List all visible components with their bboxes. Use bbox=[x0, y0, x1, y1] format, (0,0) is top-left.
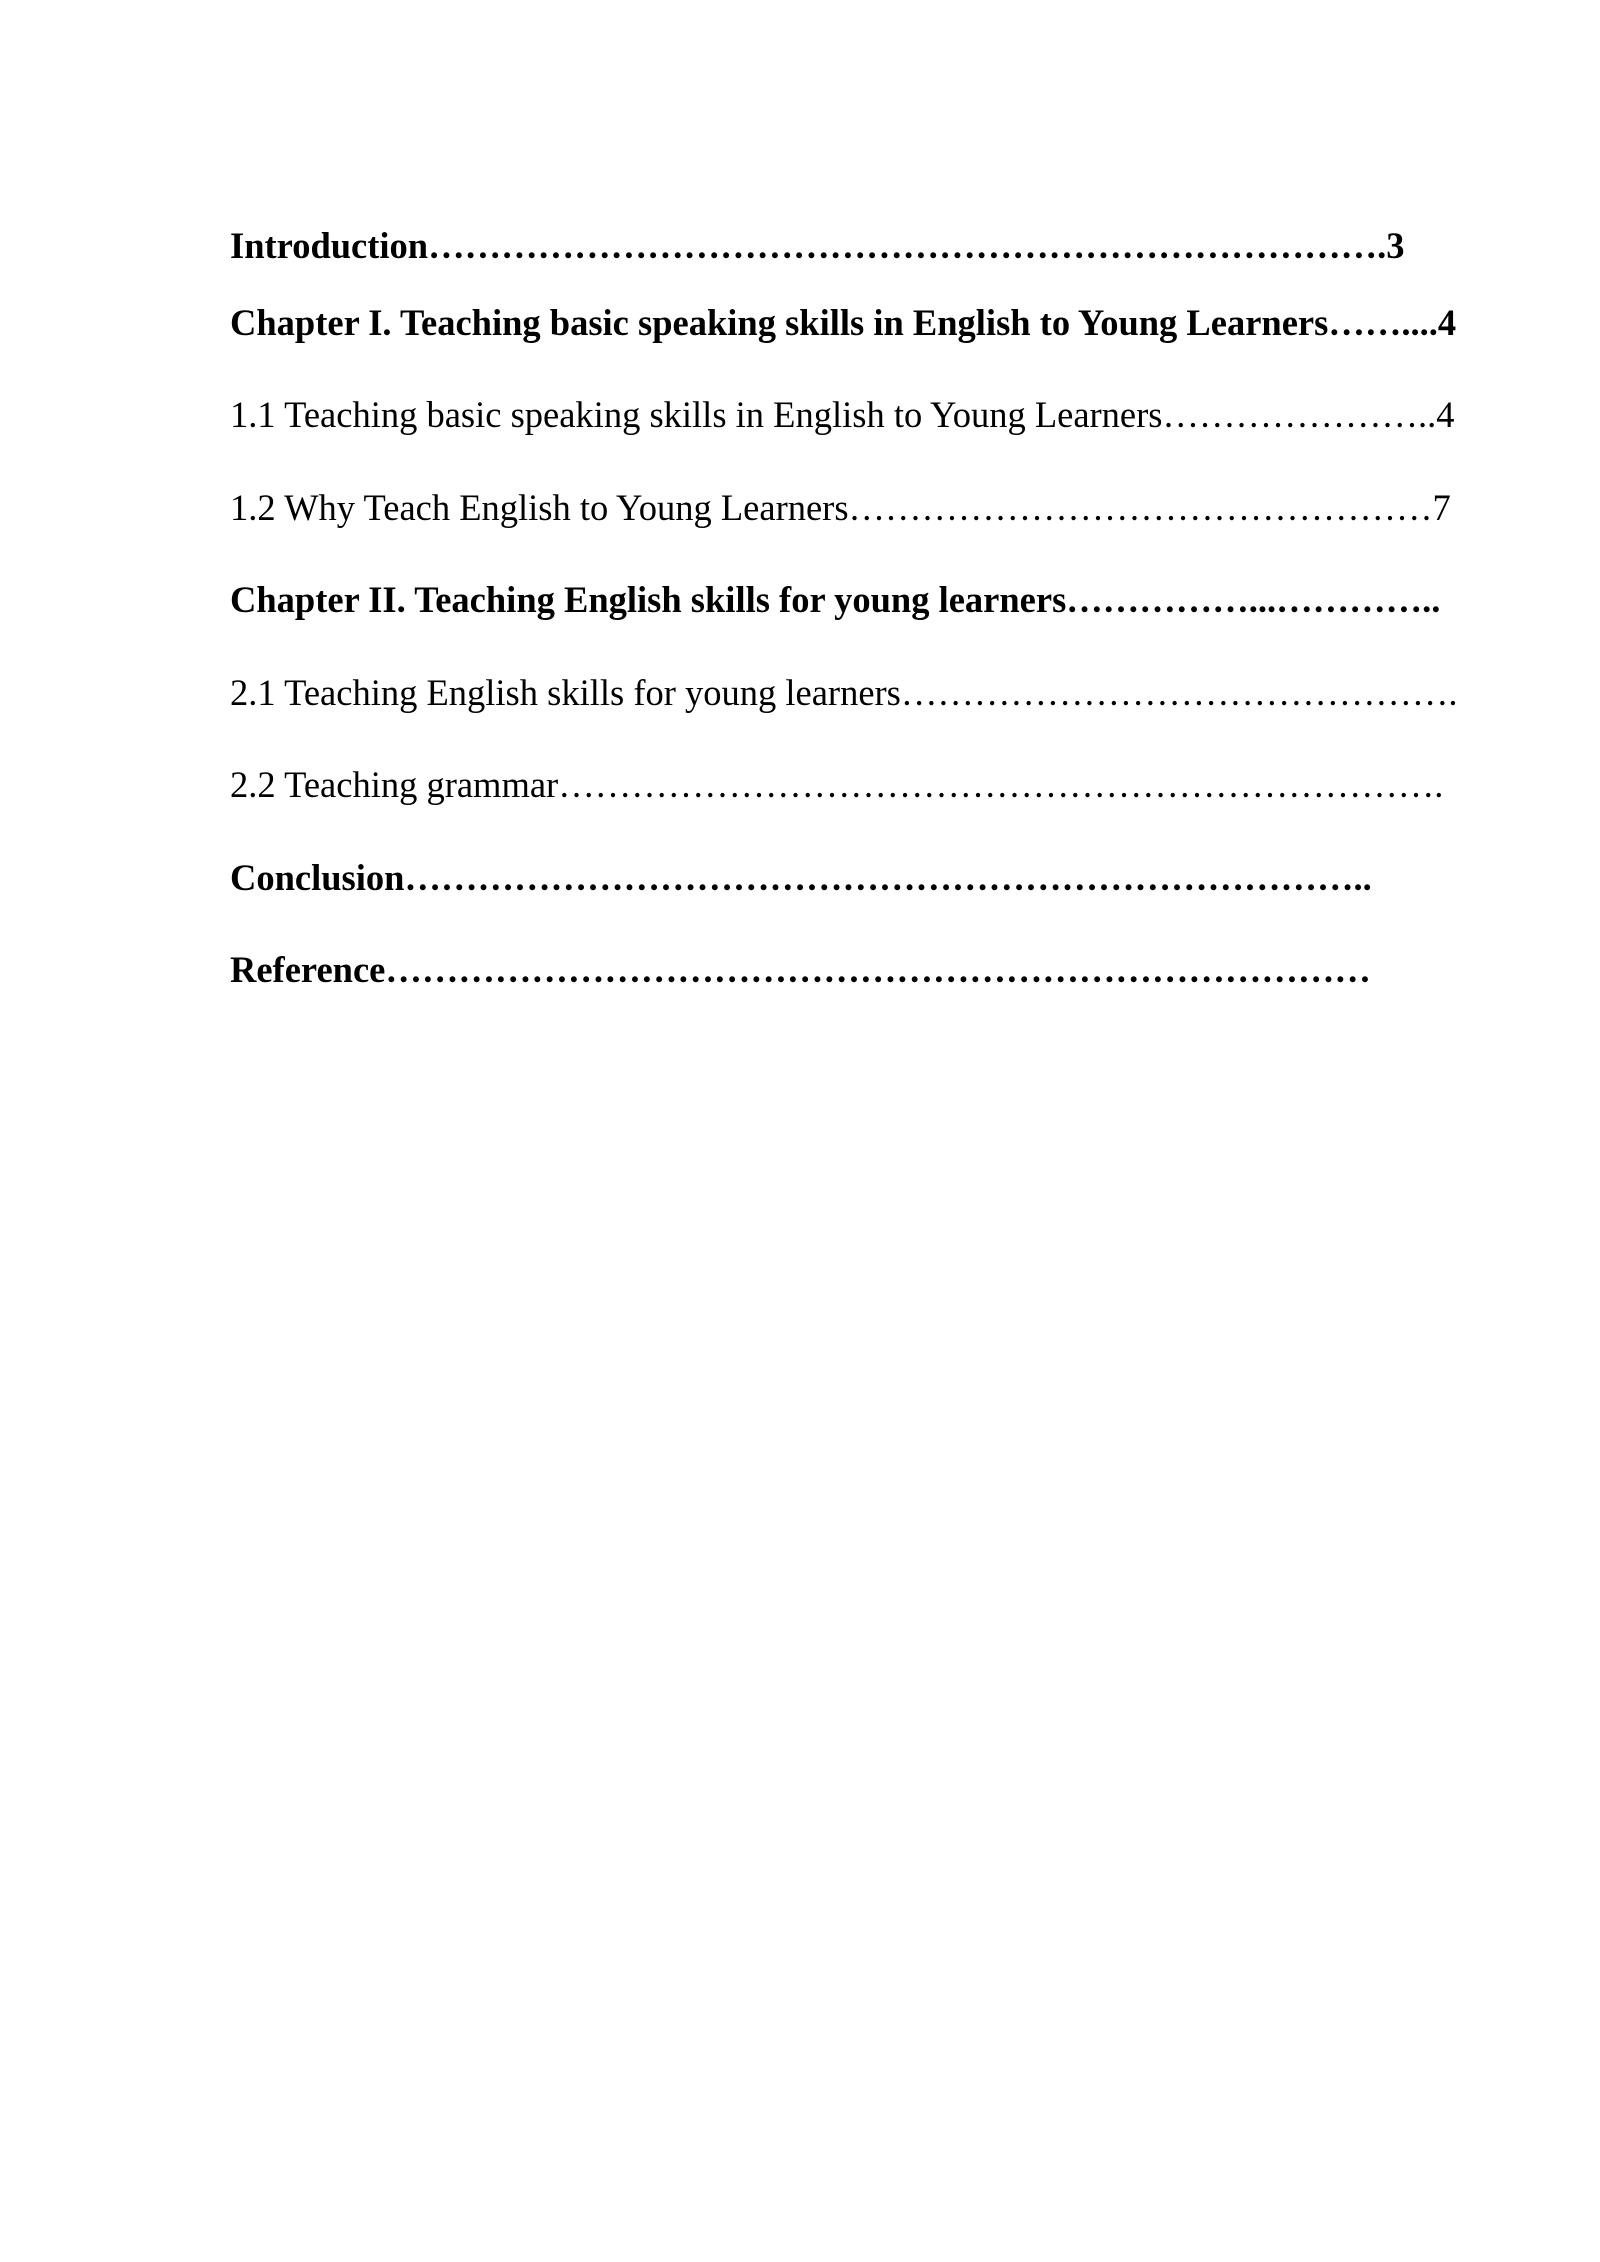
toc-entry-section-2-1: 2.1 Teaching English skills for young learners………………………………………. bbox=[230, 672, 1458, 713]
toc-entry-section-2-2: 2.2 Teaching grammar………………………………………………………………. bbox=[230, 764, 1444, 805]
toc-entry-introduction: Introduction…………………………………………………………………….3 bbox=[230, 225, 1405, 266]
toc-entry-reference: Reference……………………………………………………………………… bbox=[230, 949, 1371, 990]
toc-entry-chapter-1: Chapter I. Teaching basic speaking skills in English to Young Learners……....4 bbox=[230, 302, 1457, 343]
toc-entry-section-1-1: 1.1 Teaching basic speaking skills in English to Young Learners…………………..4 bbox=[230, 394, 1455, 435]
toc-entry-section-1-2: 1.2 Why Teach English to Young Learners…………………………………………7 bbox=[230, 487, 1451, 528]
toc-entry-chapter-2: Chapter II. Teaching English skills for young learners……………...………….. bbox=[230, 579, 1441, 620]
toc-entry-conclusion: Conclusion…………………………………………………………………….. bbox=[230, 857, 1372, 898]
